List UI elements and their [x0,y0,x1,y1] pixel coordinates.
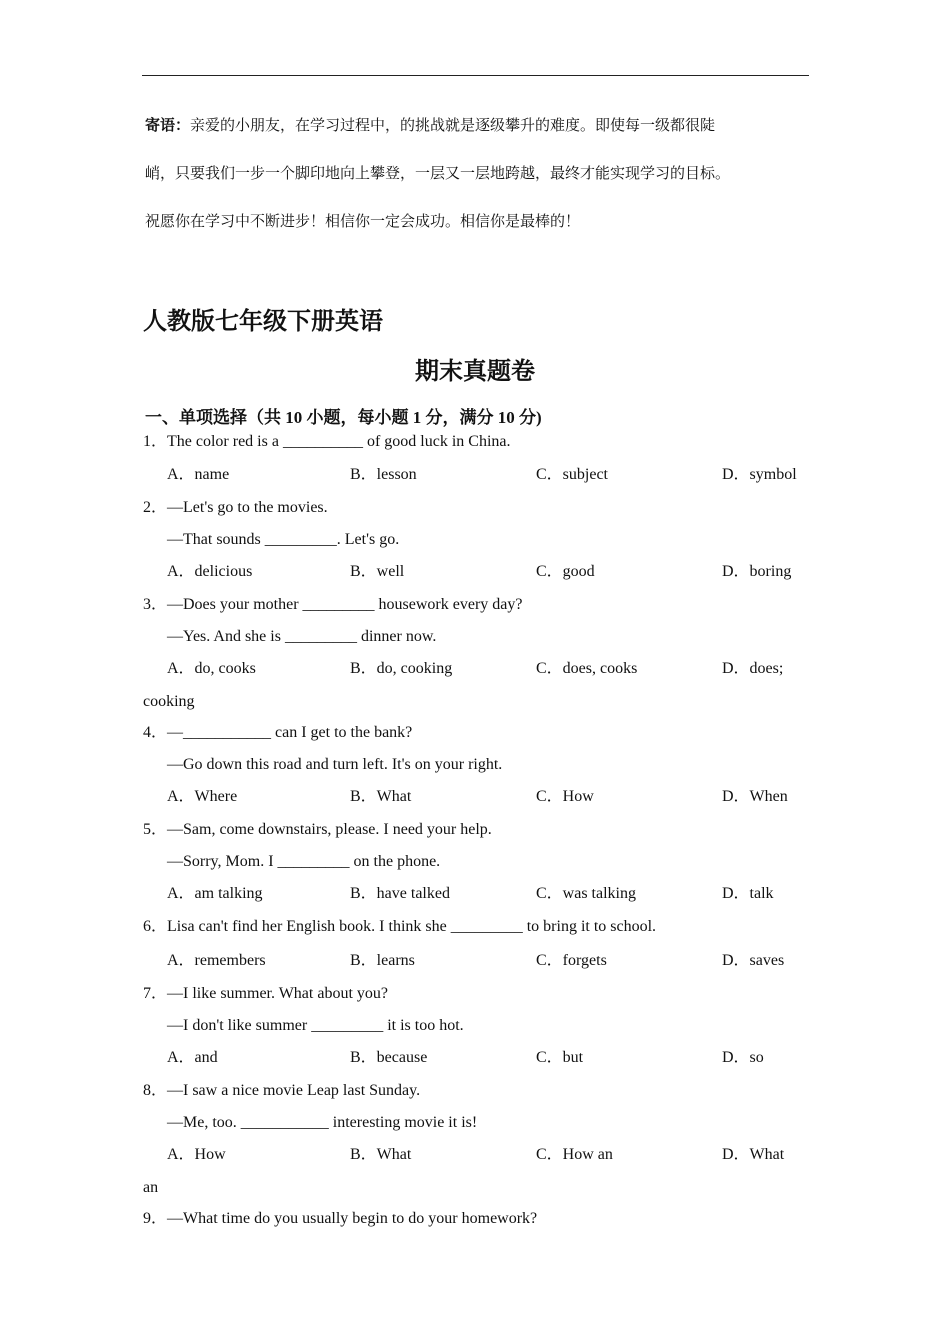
intro-text-1: 亲爱的小朋友，在学习过程中，的挑战就是逐级攀升的难度。即使每一级都很陡 [190,118,716,134]
question-7-option-b: B．because [350,1049,428,1066]
document-title: 人教版七年级下册英语 [143,309,383,335]
question-5-option-c: C．was talking [536,885,636,902]
question-2-line2: —That sounds _________. Let's go. [167,531,400,548]
question-4-option-a: A．Where [167,788,238,805]
question-8-line2: —Me, too. ___________ interesting movie it is! [167,1114,478,1131]
intro-label: 寄语： [145,118,191,134]
question-9-stem: 9．—What time do you usually begin to do your homework? [143,1210,538,1227]
question-8-option-c: C．How an [536,1146,613,1163]
question-8-stem: 8．—I saw a nice movie Leap last Sunday. [143,1082,421,1099]
question-1-option-b: B．lesson [350,466,417,483]
question-1-stem: 1．The color red is a __________ of good luck in China. [143,433,511,450]
question-7-stem: 7．—I like summer. What about you? [143,985,388,1002]
intro-line-2: 峭，只要我们一步一个脚印地向上攀登，一层又一层地跨越，最终才能实现学习的目标。 [145,166,731,182]
question-5-stem: 5．—Sam, come downstairs, please. I need your help. [143,821,492,838]
question-5-line2: —Sorry, Mom. I _________ on the phone. [167,853,441,870]
question-8-option-a: A．How [167,1146,226,1163]
question-7-option-a: A．and [167,1049,218,1066]
question-6-option-b: B．learns [350,952,415,969]
question-2-option-d: D．boring [722,563,792,580]
intro-line-1 [145,116,815,136]
question-1-option-a: A．name [167,466,230,483]
question-6-option-d: D．saves [722,952,785,969]
intro-line-3: 祝愿你在学习中不断进步！相信你一定会成功。相信你是最棒的！ [145,214,581,230]
question-6-stem: 6．Lisa can't find her English book. I think she _________ to bring it to school. [143,918,657,935]
question-4-stem: 4．—___________ can I get to the bank? [143,724,413,741]
question-2-option-c: C．good [536,563,595,580]
question-3-option-b: B．do, cooking [350,660,453,677]
question-4-line2: —Go down this road and turn left. It's on your right. [167,756,503,773]
question-7-option-d: D．so [722,1049,764,1066]
question-5-option-a: A．am talking [167,885,263,902]
question-3-option-c: C．does, cooks [536,660,638,677]
question-1-option-c: C．subject [536,466,608,483]
question-5-option-b: B．have talked [350,885,450,902]
question-3-option-d-wrap: cooking [143,693,195,710]
question-3-line2: —Yes. And she is _________ dinner now. [167,628,437,645]
question-7-line2: —I don't like summer _________ it is too hot. [167,1017,464,1034]
question-4-option-d: D．When [722,788,788,805]
document-subtitle: 期末真题卷 [415,359,535,385]
section-heading: 一、单项选择（共 10 小题，每小题 1 分，满分 10 分) [145,408,542,427]
question-6-option-a: A．remembers [167,952,266,969]
question-8-option-d: D．What [722,1146,785,1163]
question-5-option-d: D．talk [722,885,774,902]
header-rule [142,75,809,76]
question-1-option-d: D．symbol [722,466,797,483]
question-2-option-b: B．well [350,563,405,580]
question-3-stem: 3．—Does your mother _________ housework every day? [143,596,523,613]
question-7-option-c: C．but [536,1049,584,1066]
question-3-option-d: D．does; [722,660,784,677]
question-4-option-c: C．How [536,788,594,805]
question-8-option-d-wrap: an [143,1179,159,1196]
question-3-option-a: A．do, cooks [167,660,256,677]
question-6-option-c: C．forgets [536,952,607,969]
question-2-option-a: A．delicious [167,563,253,580]
question-8-option-b: B．What [350,1146,412,1163]
question-2-stem: 2．—Let's go to the movies. [143,499,328,516]
question-4-option-b: B．What [350,788,412,805]
